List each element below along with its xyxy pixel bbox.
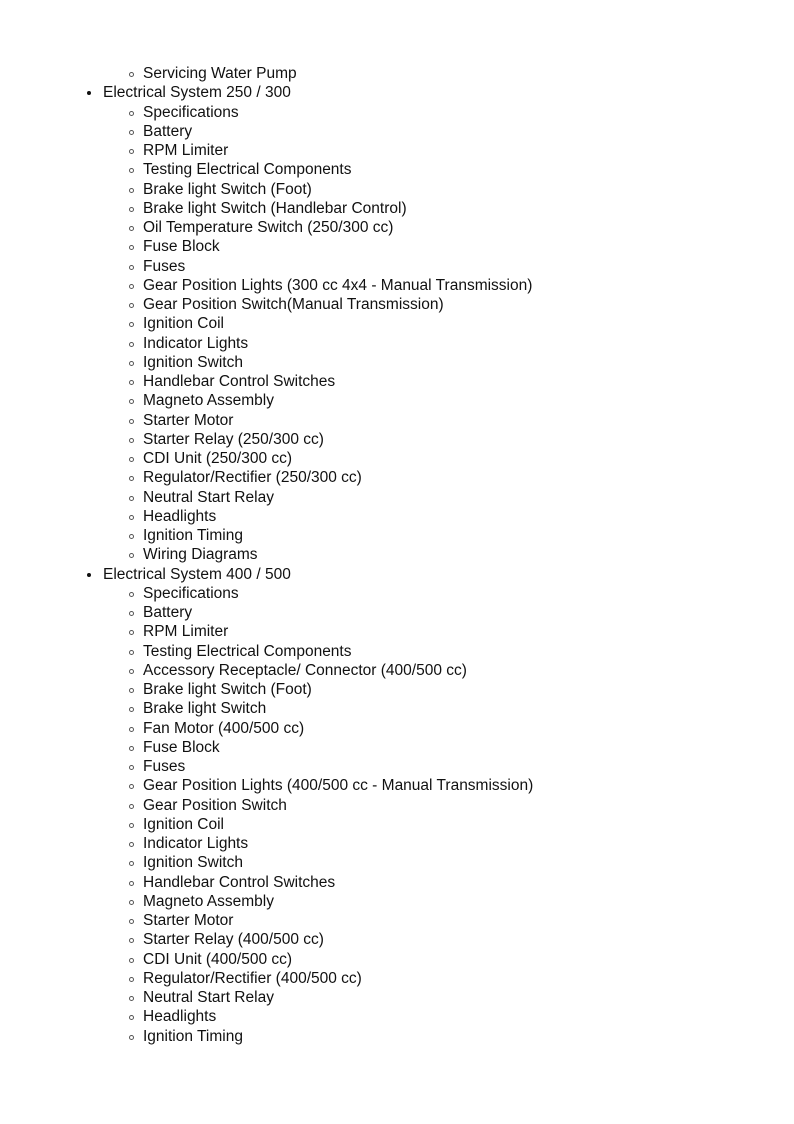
- toc-subitem-label: RPM Limiter: [143, 623, 229, 641]
- toc-subitem-label: Accessory Receptacle/ Connector (400/500 cc): [143, 661, 467, 679]
- hollow-bullet-icon: [129, 457, 134, 462]
- hollow-bullet-icon: [129, 765, 134, 770]
- toc-subitem-label: Starter Relay (400/500 cc): [143, 931, 324, 949]
- hollow-bullet-icon: [129, 977, 134, 982]
- toc-subitem-label: Ignition Timing: [143, 1027, 243, 1045]
- toc-subitem-label: Testing Electrical Components: [143, 642, 352, 660]
- toc-section-items: [0, 103, 794, 565]
- toc-subitem[interactable]: [0, 411, 794, 430]
- toc-subitem[interactable]: [0, 988, 794, 1007]
- toc-subitem-label: Brake light Switch: [143, 700, 267, 718]
- toc-subitem[interactable]: [0, 488, 794, 507]
- hollow-bullet-icon: [129, 322, 134, 327]
- toc-subitem[interactable]: [0, 622, 794, 641]
- toc-subitem[interactable]: [0, 122, 794, 141]
- toc-subitem[interactable]: [0, 853, 794, 872]
- toc-subitem-label: Ignition Timing: [143, 527, 243, 544]
- toc-subitem[interactable]: [0, 642, 794, 661]
- toc-subitem[interactable]: [0, 796, 794, 815]
- toc-subitem-label: Fuses: [143, 257, 186, 275]
- hollow-bullet-icon: [129, 149, 134, 154]
- toc-subitem[interactable]: [0, 545, 794, 564]
- toc-subitem-label: Ignition Switch: [143, 353, 243, 371]
- toc-subitem[interactable]: [0, 218, 794, 237]
- toc-subitem-label: Starter Motor: [143, 411, 234, 429]
- toc-subitem[interactable]: [0, 391, 794, 410]
- toc-subitem[interactable]: [0, 141, 794, 160]
- toc-subitem[interactable]: [0, 969, 794, 988]
- hollow-bullet-icon: [129, 592, 134, 597]
- toc-subitem-label: Regulator/Rectifier (250/300 cc): [143, 469, 362, 487]
- toc-subitem[interactable]: [0, 237, 794, 256]
- hollow-bullet-icon: [129, 207, 134, 212]
- toc-subitem-label: Fuses: [143, 758, 186, 775]
- toc-subitem[interactable]: [0, 199, 794, 218]
- toc-subitem-label: Handlebar Control Switches: [143, 373, 336, 390]
- toc-section-items: [0, 584, 794, 1046]
- hollow-bullet-icon: [129, 900, 134, 905]
- toc-subitem-label: Magneto Assembly: [143, 892, 274, 910]
- toc-subitem[interactable]: [0, 430, 794, 449]
- toc-subitem[interactable]: [0, 892, 794, 911]
- toc-subitem-label: Battery: [143, 122, 193, 140]
- toc-subitem-label: Regulator/Rectifier (400/500 cc): [143, 969, 362, 987]
- toc-subitem[interactable]: [0, 372, 794, 391]
- toc-subitem-label: Gear Position Lights (400/500 cc - Manual Transmission): [143, 777, 534, 795]
- toc-subitem[interactable]: [0, 334, 794, 353]
- hollow-bullet-icon: [129, 399, 134, 404]
- toc-subitem[interactable]: [0, 815, 794, 834]
- toc-subitem-label: Oil Temperature Switch (250/300 cc): [143, 219, 394, 236]
- toc-subitem[interactable]: [0, 468, 794, 487]
- hollow-bullet-icon: [129, 380, 134, 385]
- toc-subitem-label: Starter Relay (250/300 cc): [143, 430, 324, 448]
- toc-subitem-label: Gear Position Switch: [143, 796, 287, 814]
- toc-subitem-label: CDI Unit (250/300 cc): [143, 450, 293, 467]
- hollow-bullet-icon: [129, 861, 134, 866]
- hollow-bullet-icon: [129, 804, 134, 809]
- hollow-bullet-icon: [129, 284, 134, 289]
- toc-subitem[interactable]: [0, 584, 794, 603]
- toc-subitem-label: RPM Limiter: [143, 142, 229, 159]
- hollow-bullet-icon: [129, 630, 134, 635]
- toc-subitem[interactable]: [0, 911, 794, 930]
- toc-subitem[interactable]: [0, 526, 794, 545]
- toc-subitem-label: Wiring Diagrams: [143, 546, 258, 564]
- toc-subitem-label: Magneto Assembly: [143, 392, 274, 410]
- toc-subitem[interactable]: [0, 103, 794, 122]
- hollow-bullet-icon: [129, 111, 134, 116]
- bullet-icon: [87, 573, 91, 577]
- toc-subitem[interactable]: [0, 757, 794, 776]
- toc-section-title: Electrical System 250 / 300: [103, 84, 291, 102]
- toc-subitem-label: Brake light Switch (Foot): [143, 180, 312, 198]
- toc-subitem[interactable]: [0, 603, 794, 622]
- toc-subitem[interactable]: [0, 449, 794, 468]
- toc-subitem-label: Brake light Switch (Foot): [143, 681, 312, 698]
- hollow-bullet-icon: [129, 515, 134, 520]
- toc-subitem-label: Fan Motor (400/500 cc): [143, 719, 305, 737]
- hollow-bullet-icon: [129, 226, 134, 231]
- hollow-bullet-icon: [129, 168, 134, 173]
- table-of-contents: [0, 64, 794, 1046]
- toc-subitem-label: Servicing Water Pump: [143, 65, 297, 82]
- toc-subitem-label: Specifications: [143, 584, 239, 602]
- toc-subitem[interactable]: [0, 719, 794, 738]
- hollow-bullet-icon: [129, 342, 134, 347]
- hollow-bullet-icon: [129, 361, 134, 366]
- hollow-bullet-icon: [129, 746, 134, 751]
- hollow-bullet-icon: [129, 842, 134, 847]
- hollow-bullet-icon: [129, 707, 134, 712]
- toc-subitem[interactable]: [0, 295, 794, 314]
- toc-subitem-label: Starter Motor: [143, 912, 234, 929]
- toc-subitem[interactable]: [0, 661, 794, 680]
- toc-subitem-label: CDI Unit (400/500 cc): [143, 950, 293, 968]
- toc-subitem[interactable]: [0, 314, 794, 333]
- hollow-bullet-icon: [129, 996, 134, 1001]
- hollow-bullet-icon: [129, 438, 134, 443]
- toc-subitem[interactable]: [0, 353, 794, 372]
- toc-subitem[interactable]: [0, 680, 794, 699]
- toc-subitem[interactable]: [0, 738, 794, 757]
- toc-subitem-label: Battery: [143, 604, 193, 621]
- hollow-bullet-icon: [129, 72, 134, 77]
- toc-subitem-label: Neutral Start Relay: [143, 989, 274, 1006]
- toc-subitem-label: Headlights: [143, 1008, 217, 1026]
- hollow-bullet-icon: [129, 669, 134, 674]
- toc-subitem-label: Specifications: [143, 103, 239, 121]
- toc-subitem-label: Indicator Lights: [143, 835, 249, 852]
- hollow-bullet-icon: [129, 553, 134, 558]
- toc-subitem-label: Gear Position Lights (300 cc 4x4 - Manual Transmission): [143, 276, 533, 294]
- hollow-bullet-icon: [129, 534, 134, 539]
- toc-subitem[interactable]: [0, 699, 794, 718]
- toc-subitem-label: Ignition Coil: [143, 315, 224, 333]
- hollow-bullet-icon: [129, 476, 134, 481]
- toc-subitem[interactable]: [0, 257, 794, 276]
- toc-subitem-label: Testing Electrical Components: [143, 161, 352, 179]
- toc-subitem-label: Gear Position Switch(Manual Transmission): [143, 296, 444, 313]
- toc-subitem-label: Brake light Switch (Handlebar Control): [143, 199, 407, 217]
- hollow-bullet-icon: [129, 958, 134, 963]
- hollow-bullet-icon: [129, 265, 134, 270]
- hollow-bullet-icon: [129, 130, 134, 135]
- hollow-bullet-icon: [129, 303, 134, 308]
- toc-subitem-label: Fuse Block: [143, 738, 220, 756]
- toc-subitem[interactable]: [0, 180, 794, 199]
- toc-subitem[interactable]: [0, 507, 794, 526]
- toc-subitem-label: Fuse Block: [143, 238, 220, 256]
- toc-subitem[interactable]: [0, 1027, 794, 1046]
- hollow-bullet-icon: [129, 419, 134, 424]
- hollow-bullet-icon: [129, 823, 134, 828]
- toc-subitem[interactable]: [0, 950, 794, 969]
- toc-subitem-label: Headlights: [143, 507, 217, 525]
- hollow-bullet-icon: [129, 881, 134, 886]
- hollow-bullet-icon: [129, 1015, 134, 1020]
- hollow-bullet-icon: [129, 1035, 134, 1040]
- toc-section-electrical-250-300[interactable]: [0, 83, 794, 102]
- hollow-bullet-icon: [129, 727, 134, 732]
- toc-subitem[interactable]: [0, 276, 794, 295]
- toc-subitem-label: Ignition Switch: [143, 854, 243, 872]
- bullet-icon: [87, 91, 91, 95]
- toc-subitem-label: Ignition Coil: [143, 815, 224, 833]
- toc-section-electrical-400-500[interactable]: [0, 565, 794, 584]
- toc-subitem[interactable]: [0, 776, 794, 795]
- toc-section-title: Electrical System 400 / 500: [103, 565, 291, 583]
- toc-subitem-label: Handlebar Control Switches: [143, 873, 336, 891]
- hollow-bullet-icon: [129, 688, 134, 693]
- hollow-bullet-icon: [129, 611, 134, 616]
- hollow-bullet-icon: [129, 188, 134, 193]
- hollow-bullet-icon: [129, 245, 134, 250]
- toc-subitem[interactable]: [0, 160, 794, 179]
- toc-subitem-label: Indicator Lights: [143, 334, 249, 352]
- hollow-bullet-icon: [129, 650, 134, 655]
- toc-subitem[interactable]: [0, 64, 794, 83]
- hollow-bullet-icon: [129, 938, 134, 943]
- hollow-bullet-icon: [129, 496, 134, 501]
- hollow-bullet-icon: [129, 919, 134, 924]
- toc-subitem[interactable]: [0, 873, 794, 892]
- hollow-bullet-icon: [129, 784, 134, 789]
- toc-subitem[interactable]: [0, 1007, 794, 1026]
- toc-subitem[interactable]: [0, 834, 794, 853]
- toc-subitem[interactable]: [0, 930, 794, 949]
- toc-subitem-label: Neutral Start Relay: [143, 488, 274, 506]
